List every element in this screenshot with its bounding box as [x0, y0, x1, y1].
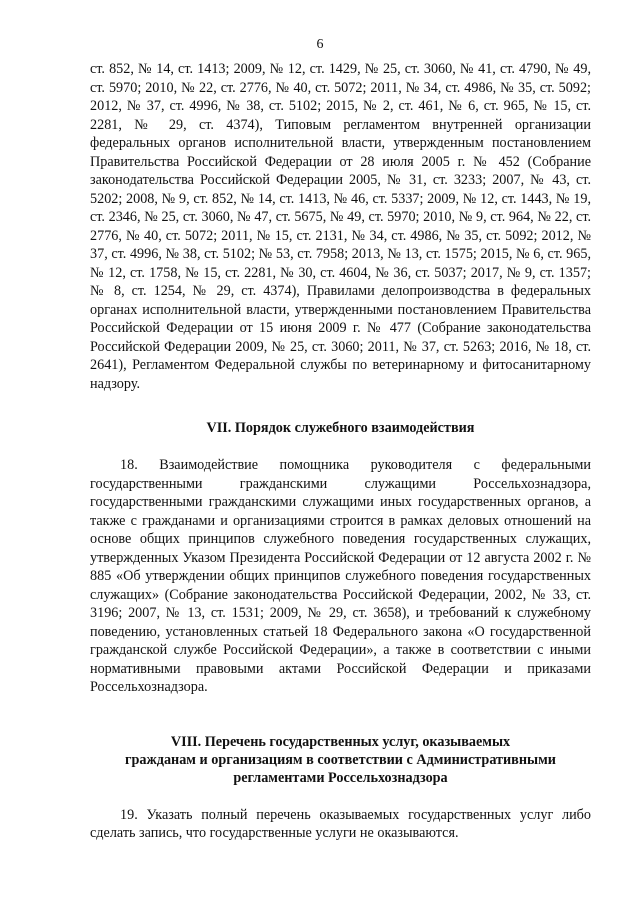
section-8-heading: [90, 733, 591, 787]
page-number: 6: [316, 37, 324, 52]
paragraph-19: 19. Указать полный перечень оказываемых государственных услуг либо сделать запись, что государственные услуги не оказываются.: [90, 806, 591, 841]
paragraph-18: 18. Взаимодействие помощника руководителя с федеральными государственными гражданскими служащими Россельхознадзора, государственными гражданскими служащими иных государственных органов, а также с гражданами и организациями строится в рамках деловых отношений на основе общих принципов служебного поведения государственных служащих, утвержденных Указом Президента Российской Федерации от 12 августа 2002 г. № 885 «Об утверждении общих принципов служебного поведения государственных служащих» (Собрание законодательства Российской Федерации, 2002, № 33, ст. 3196; 2007, № 13, ст. 1531; 2009, № 29, ст. 3658), и требований к служебному поведению, установленных статьей 18 Федерального закона «О государственной гражданской службе Российской Федерации», а также в соответствии с иными нормативными правовыми актами Российской Федерации и приказами Россельхознадзора.: [90, 457, 591, 695]
document-body: [90, 60, 591, 843]
section-8-heading-line-1: VIII. Перечень государственных услуг, оказываемых: [170, 733, 511, 750]
section-8-heading-line-3: регламентами Россельхознадзора: [233, 769, 448, 786]
continuation-paragraph: ст. 852, № 14, ст. 1413; 2009, № 12, ст. 1429, № 25, ст. 3060, № 41, ст. 4790, № 49, ст. 5970; 2010, № 22, ст. 2776, № 40, ст. 5072; 2011, № 34, ст. 4986, № 35, ст. 5092; 2012, № 37, ст. 4996, № 38, ст. 5102; 2015, № 2, ст. 461, № 6, ст. 965, № 15, ст. 2281, № 29, ст. 4374), Типовым регламентом внутренней организации федеральных органов исполнительной власти, утвержденным постановлением Правительства Российской Федерации от 28 июля 2005 г. № 452 (Собрание законодательства Российской Федерации 2005, № 31, ст. 3233; 2007, № 43, ст. 5202; 2008, № 9, ст. 852, № 14, ст. 1413, № 46, ст. 5337; 2009, № 12, ст. 1443, № 19, ст. 2346, № 25, ст. 3060, № 47, ст. 5675, № 49, ст. 5970; 2010, № 9, ст. 964, № 22, ст. 2776, № 40, ст. 5072; 2011, № 15, ст. 2131, № 34, ст. 4986, № 35, ст. 5092; 2012, № 37, ст. 4996, № 38, ст. 5102; № 53, ст. 7958; 2013, № 13, ст. 1575; 2015, № 6, ст. 965, № 12, ст. 1758, № 15, ст. 2281, № 30, ст. 4604, № 36, ст. 5037; 2017, № 9, ст. 1357; № 8, ст. 1254, № 29, ст. 4374), Правилами делопроизводства в федеральных органах исполнительной власти, утвержденными постановлением Правительства Российской Федерации от 15 июня 2009 г. № 477 (Собрание законодательства Российской Федерации 2009, № 25, ст. 3060; 2011, № 37, ст. 5263; 2016, № 18, ст. 2641), Регламентом Федеральной службы по ветеринарному и фитосанитарному надзору.: [90, 61, 591, 392]
section-7-heading: VII. Порядок служебного взаимодействия: [206, 420, 475, 436]
section-8-heading-line-2: гражданам и организациям в соответствии с Административными: [125, 751, 556, 768]
